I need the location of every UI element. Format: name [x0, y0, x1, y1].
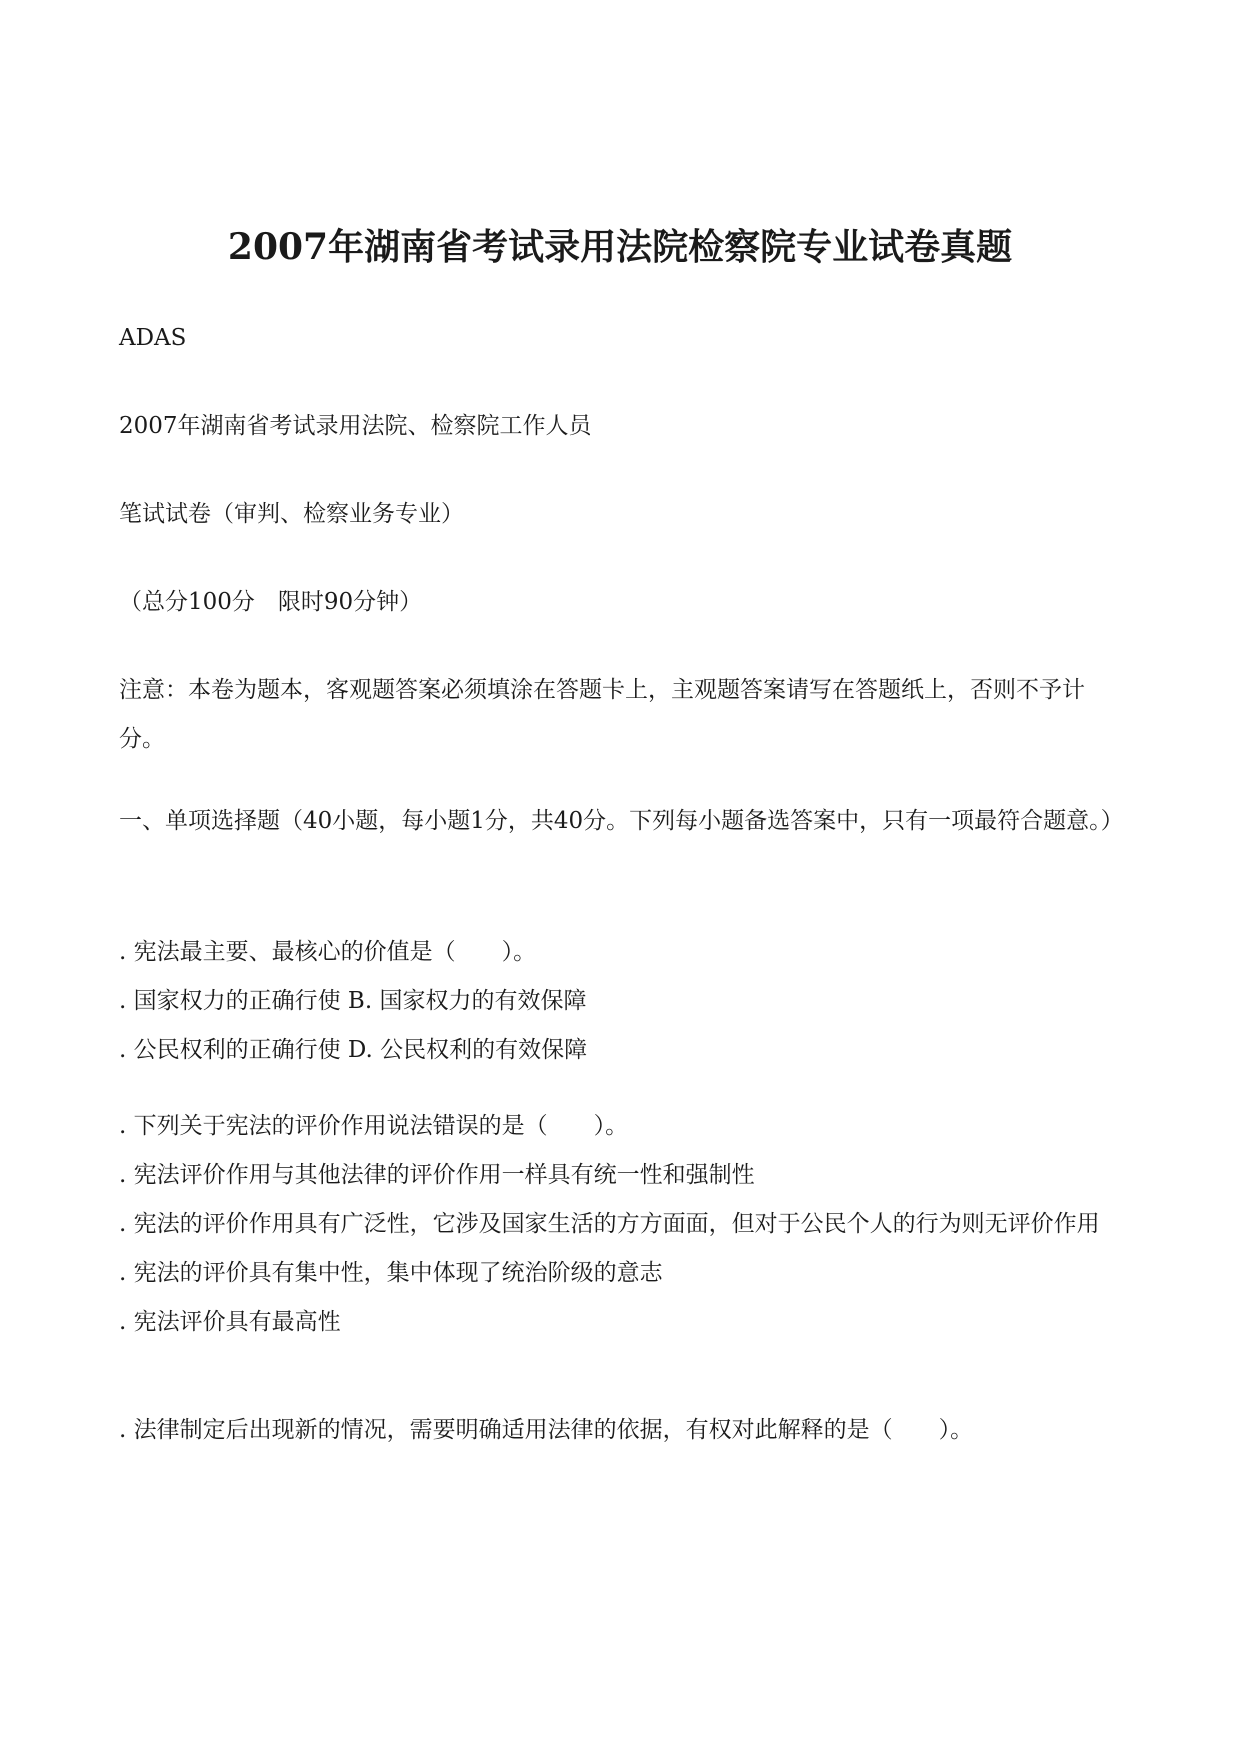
question-stem: . 法律制定后出现新的情况，需要明确适用法律的依据，有权对此解释的是（ ）。 — [119, 1417, 974, 1443]
question-stem: . 下列关于宪法的评价作用说法错误的是（ ）。 — [119, 1113, 629, 1139]
exam-notice: 注意：本卷为题本，客观题答案必须填涂在答题卡上，主观题答案请写在答题纸上，否则不予计分。 — [119, 677, 1085, 752]
exam-subtitle: 2007年湖南省考试录用法院、检察院工作人员 — [119, 413, 592, 439]
page-title: 2007年湖南省考试录用法院检察院专业试卷真题 — [227, 226, 1013, 268]
question-2 — [119, 1102, 1129, 1347]
document-code: ADAS — [119, 325, 187, 351]
question-option: . 宪法评价作用与其他法律的评价作用一样具有统一性和强制性 — [119, 1162, 755, 1188]
exam-meta: （总分100分 限时90分钟） — [119, 589, 423, 615]
question-option: . 宪法评价具有最高性 — [119, 1309, 341, 1335]
question-stem: . 宪法最主要、最核心的价值是（ ）。 — [119, 939, 537, 965]
question-option: . 宪法的评价作用具有广泛性，它涉及国家生活的方方面面，但对于公民个人的行为则无评价作用 — [119, 1211, 1100, 1237]
question-3 — [119, 1406, 1129, 1455]
question-option: . 国家权力的正确行使 B. 国家权力的有效保障 — [119, 988, 587, 1014]
question-1 — [119, 928, 1129, 1075]
exam-type: 笔试试卷（审判、检察业务专业） — [119, 501, 464, 527]
question-option: . 公民权利的正确行使 D. 公民权利的有效保障 — [119, 1037, 588, 1063]
question-option: . 宪法的评价具有集中性，集中体现了统治阶级的意志 — [119, 1260, 663, 1286]
section-heading: 一、单项选择题（40小题，每小题1分，共40分。下列每小题备选答案中，只有一项最符合题意。） — [119, 808, 1124, 834]
